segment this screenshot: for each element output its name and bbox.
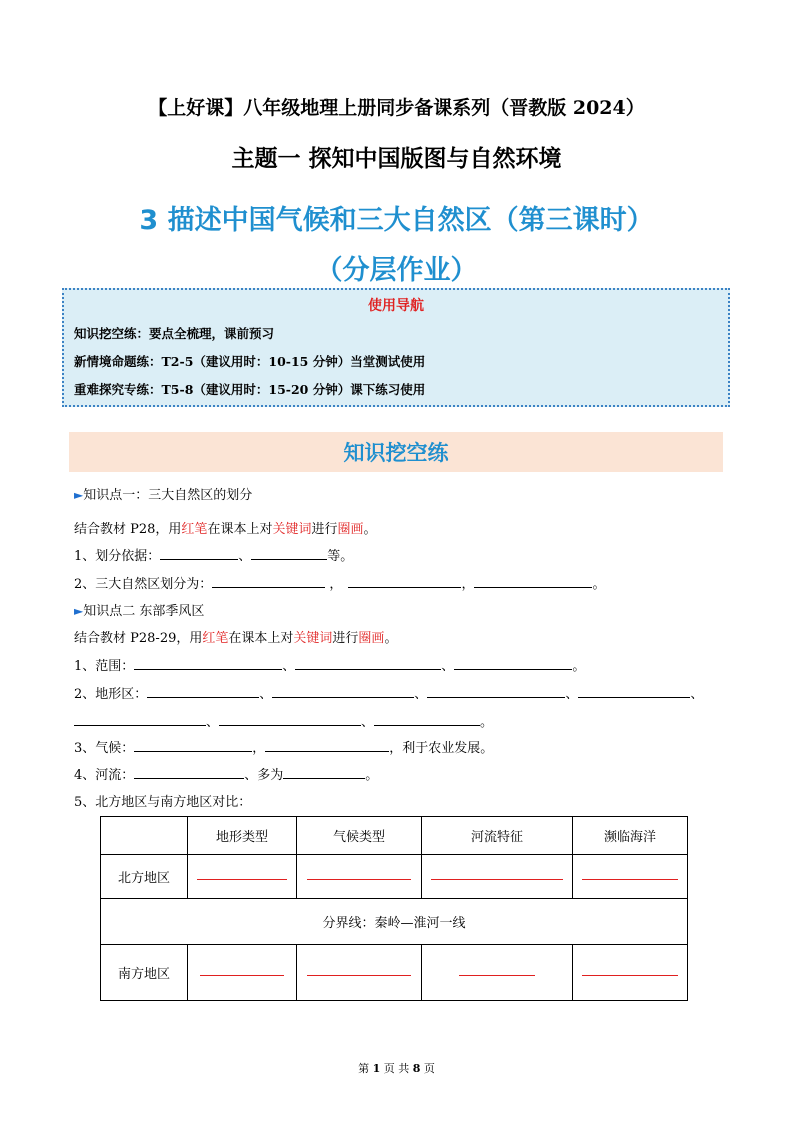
answer-blank[interactable] xyxy=(578,685,690,698)
separator: ， xyxy=(252,741,266,756)
answer-cell[interactable] xyxy=(297,855,422,899)
question-label: 1、范围： xyxy=(74,659,135,674)
question-mid: 、多为 xyxy=(244,768,284,783)
page-footer xyxy=(0,1060,793,1076)
red-answer-blank[interactable] xyxy=(459,965,535,976)
boundary-line-cell: 分界线：秦岭—淮河一线 xyxy=(101,899,688,945)
row-label-south: 南方地区 xyxy=(101,945,188,1001)
red-answer-blank[interactable] xyxy=(307,965,411,976)
instr-text: 。 xyxy=(384,631,398,646)
separator: 、 xyxy=(690,687,704,702)
nav-title: 使用导航 xyxy=(368,298,424,314)
question-label: 3、气候： xyxy=(74,741,135,756)
answer-blank[interactable] xyxy=(474,575,592,588)
topic-title: 主题一 探知中国版图与自然环境 xyxy=(231,146,562,172)
separator: 、 xyxy=(361,715,375,730)
lesson-subtitle: （分层作业） xyxy=(315,255,478,286)
answer-blank[interactable] xyxy=(219,713,361,726)
question-end: ，利于农业发展。 xyxy=(389,741,494,756)
answer-blank[interactable] xyxy=(147,685,259,698)
question-end: 。 xyxy=(365,768,379,783)
answer-blank[interactable] xyxy=(427,685,565,698)
question-label: 5、北方地区与南方地区对比： xyxy=(74,795,252,810)
question-label: 1、划分依据： xyxy=(74,549,161,564)
answer-cell[interactable] xyxy=(297,945,422,1001)
page-number: 1 xyxy=(372,1062,381,1075)
answer-blank[interactable] xyxy=(374,713,480,726)
table-header-cell: 濒临海洋 xyxy=(573,817,688,855)
kp2-question-4 xyxy=(74,764,378,783)
instr-text: 在课本上对 xyxy=(228,631,294,646)
answer-blank[interactable] xyxy=(134,657,282,670)
table-divider-row xyxy=(101,899,688,945)
answer-blank[interactable] xyxy=(283,766,365,779)
table-header-cell: 地形类型 xyxy=(188,817,297,855)
separator: 、 xyxy=(282,659,296,674)
table-header-cell: 气候类型 xyxy=(297,817,422,855)
triangle-bullet-icon: ► xyxy=(74,604,84,618)
separator: ， xyxy=(329,577,343,592)
answer-blank[interactable] xyxy=(74,713,206,726)
instr-red-text: 圈画 xyxy=(337,522,364,537)
answer-cell[interactable] xyxy=(422,855,573,899)
answer-blank[interactable] xyxy=(454,657,572,670)
table-header-cell: 河流特征 xyxy=(422,817,573,855)
separator: 、 xyxy=(565,687,579,702)
answer-blank[interactable] xyxy=(251,547,327,560)
answer-cell[interactable] xyxy=(188,945,297,1001)
separator: 、 xyxy=(441,659,455,674)
question-end: 等。 xyxy=(327,549,354,564)
kp2-instruction xyxy=(74,627,397,646)
instr-text: 结合教材 P28-29，用 xyxy=(74,631,203,646)
answer-blank[interactable] xyxy=(134,766,244,779)
red-answer-blank[interactable] xyxy=(582,965,678,976)
kp2-heading-text: 知识点二 东部季风区 xyxy=(83,604,205,619)
instr-red-text: 关键词 xyxy=(272,522,312,537)
question-label: 2、三大自然区划分为： xyxy=(74,577,213,592)
footer-text: 页 共 xyxy=(380,1062,413,1075)
nav-line: 重难探究专练：T5-8（建议用时：15-20 分钟）课下练习使用 xyxy=(74,382,426,397)
kp2-question-2 xyxy=(74,683,703,702)
question-label: 4、河流： xyxy=(74,768,135,783)
kp1-question-1 xyxy=(74,545,353,564)
instr-text: 在课本上对 xyxy=(207,522,273,537)
section-banner: 知识挖空练 xyxy=(69,432,723,472)
instr-red-text: 关键词 xyxy=(293,631,333,646)
red-answer-blank[interactable] xyxy=(431,869,563,880)
instr-text: 进行 xyxy=(332,631,359,646)
page-total: 8 xyxy=(412,1062,421,1075)
answer-blank[interactable] xyxy=(134,739,252,752)
kp2-question-5 xyxy=(74,791,251,810)
answer-cell[interactable] xyxy=(422,945,573,1001)
series-title: 【上好课】八年级地理上册同步备课系列（晋教版 2024） xyxy=(148,97,645,119)
answer-blank[interactable] xyxy=(265,739,389,752)
instr-text: 。 xyxy=(363,522,377,537)
kp2-question-3 xyxy=(74,737,493,756)
kp1-question-2 xyxy=(74,573,605,592)
question-end: 。 xyxy=(592,577,606,592)
triangle-bullet-icon: ► xyxy=(74,488,84,502)
separator: ， xyxy=(461,577,475,592)
answer-blank[interactable] xyxy=(212,575,325,588)
question-end: 。 xyxy=(480,715,494,730)
answer-blank[interactable] xyxy=(295,657,441,670)
answer-cell[interactable] xyxy=(573,855,688,899)
table-row xyxy=(101,945,688,1001)
answer-cell[interactable] xyxy=(188,855,297,899)
instr-text: 结合教材 P28，用 xyxy=(74,522,182,537)
answer-blank[interactable] xyxy=(348,575,461,588)
kp1-heading-text: 知识点一：三大自然区的划分 xyxy=(83,488,253,503)
footer-text: 页 xyxy=(420,1062,435,1075)
footer-text: 第 xyxy=(358,1062,373,1075)
red-answer-blank[interactable] xyxy=(582,869,678,880)
instr-red-text: 红笔 xyxy=(202,631,229,646)
red-answer-blank[interactable] xyxy=(200,965,284,976)
question-end: 。 xyxy=(572,659,586,674)
lesson-title: 3 描述中国气候和三大自然区（第三课时） xyxy=(139,205,654,236)
separator: 、 xyxy=(414,687,428,702)
kp1-instruction xyxy=(74,518,377,537)
separator: 、 xyxy=(259,687,273,702)
kp2-question-2-cont xyxy=(74,711,493,730)
answer-blank[interactable] xyxy=(160,547,238,560)
usage-navigation-box xyxy=(62,288,730,407)
red-answer-blank[interactable] xyxy=(307,869,411,880)
red-answer-blank[interactable] xyxy=(197,869,287,880)
row-label-north: 北方地区 xyxy=(101,855,188,899)
kp2-question-1 xyxy=(74,655,585,674)
instr-text: 进行 xyxy=(311,522,338,537)
answer-blank[interactable] xyxy=(272,685,414,698)
instr-red-text: 圈画 xyxy=(358,631,385,646)
answer-cell[interactable] xyxy=(573,945,688,1001)
nav-line: 新情境命题练：T2-5（建议用时：10-15 分钟）当堂测试使用 xyxy=(74,354,426,369)
north-south-comparison-table xyxy=(100,816,688,1001)
table-row xyxy=(101,855,688,899)
question-label: 2、地形区： xyxy=(74,687,148,702)
instr-red-text: 红笔 xyxy=(181,522,208,537)
nav-line: 知识挖空练：要点全梳理，课前预习 xyxy=(74,326,275,341)
separator: 、 xyxy=(238,549,252,564)
knowledge-point-1-heading xyxy=(74,484,252,503)
table-header-row xyxy=(101,817,688,855)
knowledge-point-2-heading xyxy=(74,600,204,619)
separator: 、 xyxy=(206,715,220,730)
table-corner-cell xyxy=(101,817,188,855)
